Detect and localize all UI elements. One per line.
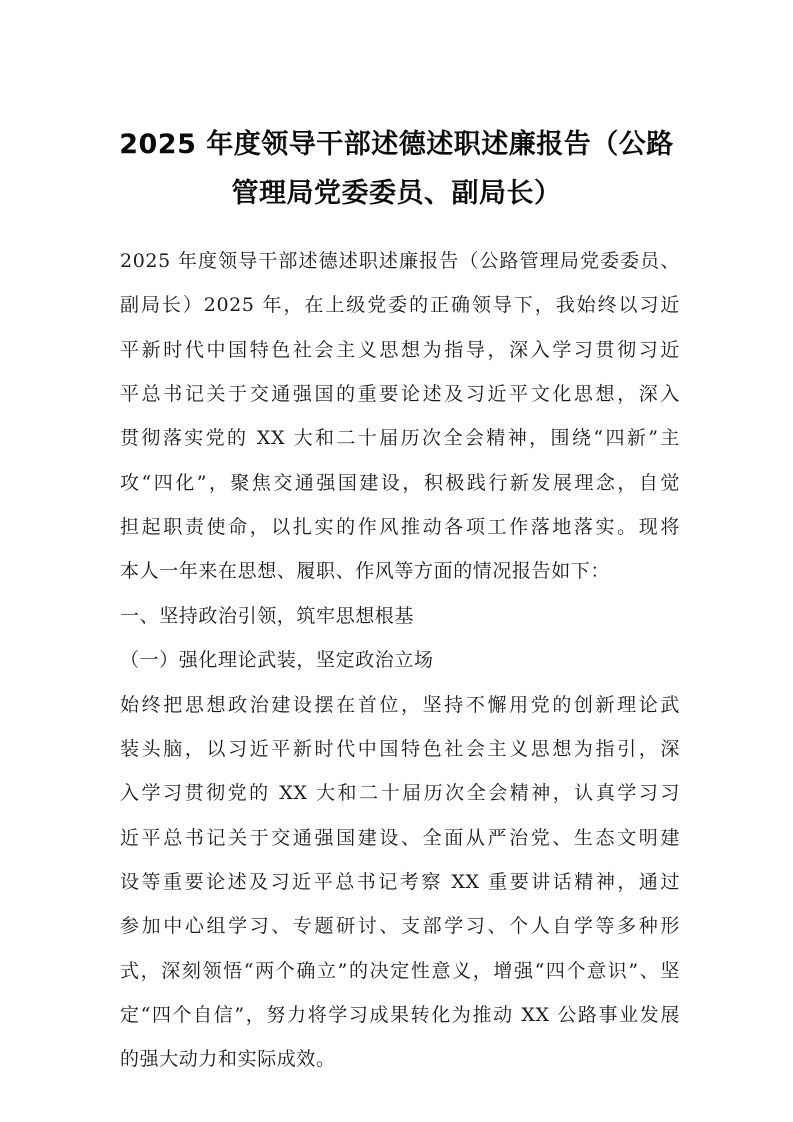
body-line: 入学习贯彻党的 XX 大和二十届历次全会精神，认真学习习: [120, 782, 680, 804]
body-line: 贯彻落实党的 XX 大和二十届历次全会精神，围绕“四新”主: [120, 427, 680, 449]
body-line: 设等重要论述及习近平总书记考察 XX 重要讲话精神，通过: [120, 871, 680, 893]
document-title-line-1: 2025 年度领导干部述德述职述廉报告（公路: [119, 129, 674, 160]
body-line: 2025 年度领导干部述德述职述廉报告（公路管理局党委委员、: [120, 250, 680, 272]
body-line: 参加中心组学习、专题研讨、支部学习、个人自学等多种形: [120, 915, 680, 937]
section-heading: 一、坚持政治引领，筑牢思想根基: [120, 605, 415, 627]
body-line: 担起职责使命，以扎实的作风推动各项工作落地落实。现将: [120, 516, 680, 538]
body-line: 装头脑，以习近平新时代中国特色社会主义思想为指引，深: [120, 738, 680, 760]
body-line: 平新时代中国特色社会主义思想为指导，深入学习贯彻习近: [120, 339, 680, 361]
body-line: 的强大动力和实际成效。: [120, 1048, 336, 1070]
body-line: 平总书记关于交通强国的重要论述及习近平文化思想，深入: [120, 383, 680, 405]
document-title-line-2: 管理局党委委员、副局长）: [231, 178, 562, 209]
body-line: 攻“四化”，聚焦交通强国建设，积极践行新发展理念，自觉: [120, 472, 680, 494]
body-line: 始终把思想政治建设摆在首位，坚持不懈用党的创新理论武: [120, 694, 680, 716]
body-line: 近平总书记关于交通强国建设、全面从严治党、生态文明建: [120, 827, 680, 849]
subsection-heading: （一）强化理论武装，坚定政治立场: [120, 649, 434, 671]
body-line: 定“四个自信”，努力将学习成果转化为推动 XX 公路事业发展: [120, 1004, 680, 1026]
body-line: 副局长）2025 年，在上级党委的正确领导下，我始终以习近: [120, 294, 680, 316]
body-line: 式，深刻领悟“两个确立”的决定性意义，增强“四个意识”、坚: [120, 960, 680, 982]
body-line: 本人一年来在思想、履职、作风等方面的情况报告如下：: [120, 560, 611, 582]
